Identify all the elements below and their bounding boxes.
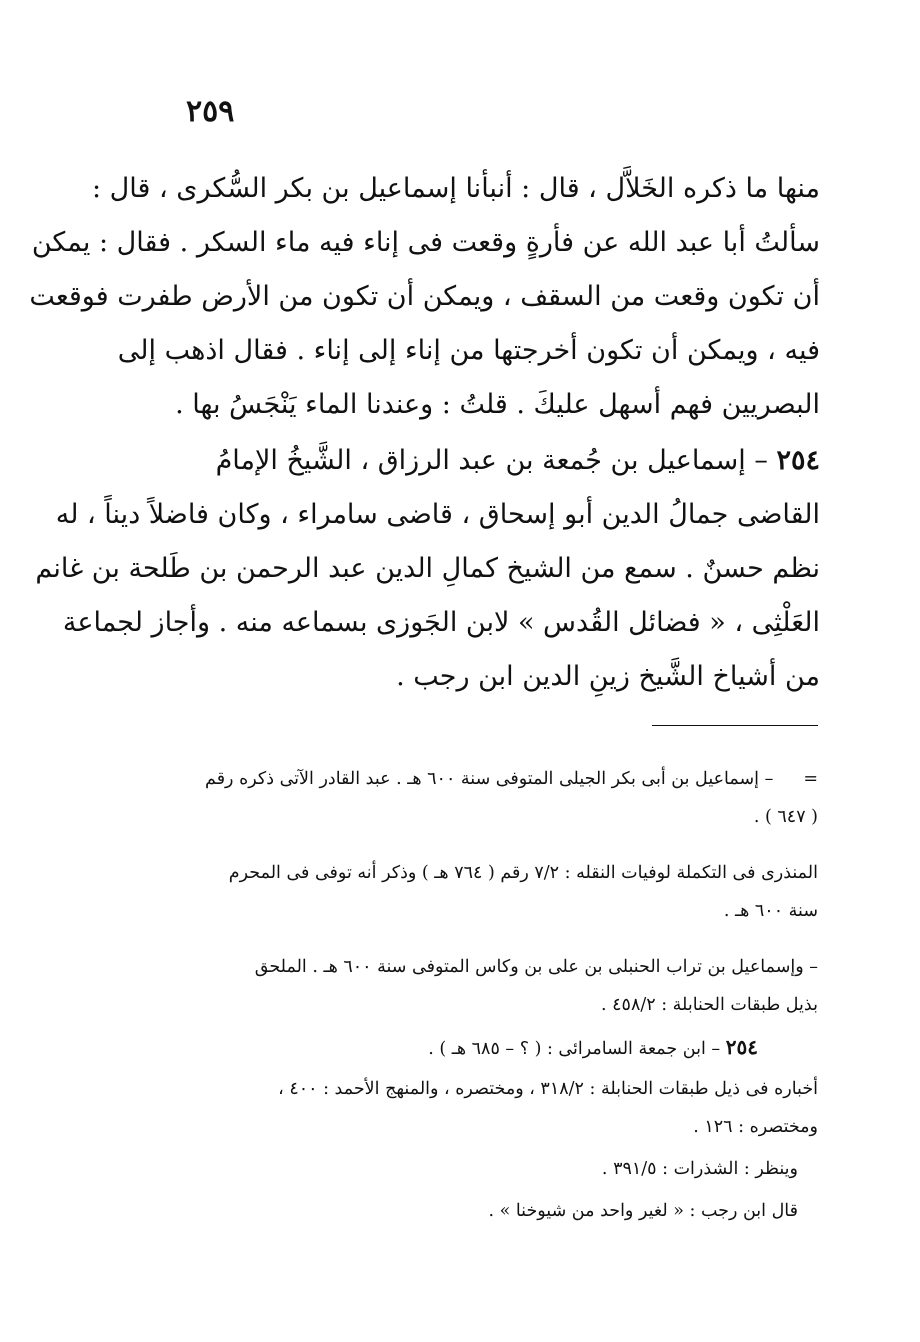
footnote-text: وينظر : الشذرات : ٣٩١/٥ . <box>601 1159 798 1179</box>
footnotes <box>142 760 818 1230</box>
text-line: من أشياخ الشَّيخ زينِ الدين ابن رجب . <box>396 661 820 692</box>
footnote-entry-number: ٢٥٤ <box>725 1035 758 1059</box>
footnote-text: قال ابن رجب : « لغير واحد من شيوخنا » . <box>488 1201 798 1221</box>
footnote-text: بذيل طبقات الحنابلة : ٤٥٨/٢ . <box>601 995 818 1015</box>
footnote-text: سنة ٦٠٠ هـ . <box>723 901 818 921</box>
footnote-1 <box>142 760 818 836</box>
footnote-2 <box>142 854 818 930</box>
text-line: منها ما ذكره الخَلاَّل ، قال : أنبأنا إسماعيل بن بكر السُّكرى ، قال : <box>92 173 820 204</box>
text-line: البصريين فهم أسهل عليكَ . قلتُ : وعندنا الماء يَنْجَسُ بها . <box>175 389 820 420</box>
footnote-text: ( ٦٤٧ ) . <box>753 807 818 827</box>
footnote-text: ومختصره : ١٢٦ . <box>693 1117 818 1137</box>
entry-heading-text: – إسماعيل بن جُمعة بن عبد الرزاق ، الشَّيخُ الإمامُ <box>215 445 768 476</box>
text-line: العَلْثِى ، « فضائل القُدس » لابن الجَوزى بسماعه منه . وأجاز لجماعة <box>62 607 820 638</box>
footnote-text: – وإسماعيل بن تراب الحنبلى بن على بن وكاس المتوفى سنة ٦٠٠ هـ . الملحق <box>254 957 818 977</box>
footnote-see-also <box>142 1150 818 1188</box>
footnote-text: – إسماعيل بن أبى بكر الجيلى المتوفى سنة ٦٠٠ هـ . عبد القادر الآتى ذكره رقم <box>205 769 774 789</box>
biography-entry <box>35 434 820 704</box>
text-line: نظم حسنٌ . سمع من الشيخ كمالِ الدين عبد الرحمن بن طَلحة بن غانم <box>35 553 820 584</box>
footnote-text: المنذرى فى التكملة لوفيات النقله : ٧/٢ رقم ( ٧٦٤ هـ ) وذكر أنه توفى فى المحرم <box>228 863 818 883</box>
footnote-text: أخباره فى ذيل طبقات الحنابلة : ٣١٨/٢ ، ومختصره ، والمنهج الأحمد : ٤٠٠ ، <box>278 1079 818 1099</box>
footnote-entry-254 <box>142 1028 818 1066</box>
main-paragraph-continued <box>29 162 820 432</box>
text-line: أن تكون وقعت من السقف ، ويمكن أن تكون من الأرض طفرت فوقعت <box>29 281 820 312</box>
page-number: ٢٥٩ <box>186 94 235 129</box>
continuation-mark: = <box>803 769 818 789</box>
footnote-divider <box>652 725 818 726</box>
footnote-quote <box>142 1192 818 1230</box>
text-line: سألتُ أبا عبد الله عن فأرةٍ وقعت فى إناء فيه ماء السكر . فقال : يمكن <box>31 227 820 258</box>
entry-heading-line <box>148 434 820 488</box>
text-line: القاضى جمالُ الدين أبو إسحاق ، قاضى سامراء ، وكان فاضلاً ديناً ، له <box>55 499 820 530</box>
footnote-sources <box>142 1070 818 1146</box>
text-line: فيه ، ويمكن أن تكون أخرجتها من إناء إلى إناء . فقال اذهب إلى <box>117 335 820 366</box>
entry-number: ٢٥٤ <box>776 445 820 476</box>
footnote-text: – ابن جمعة السامرائى : ( ؟ – ٦٨٥ هـ ) . <box>428 1039 721 1059</box>
footnote-3 <box>142 948 818 1024</box>
